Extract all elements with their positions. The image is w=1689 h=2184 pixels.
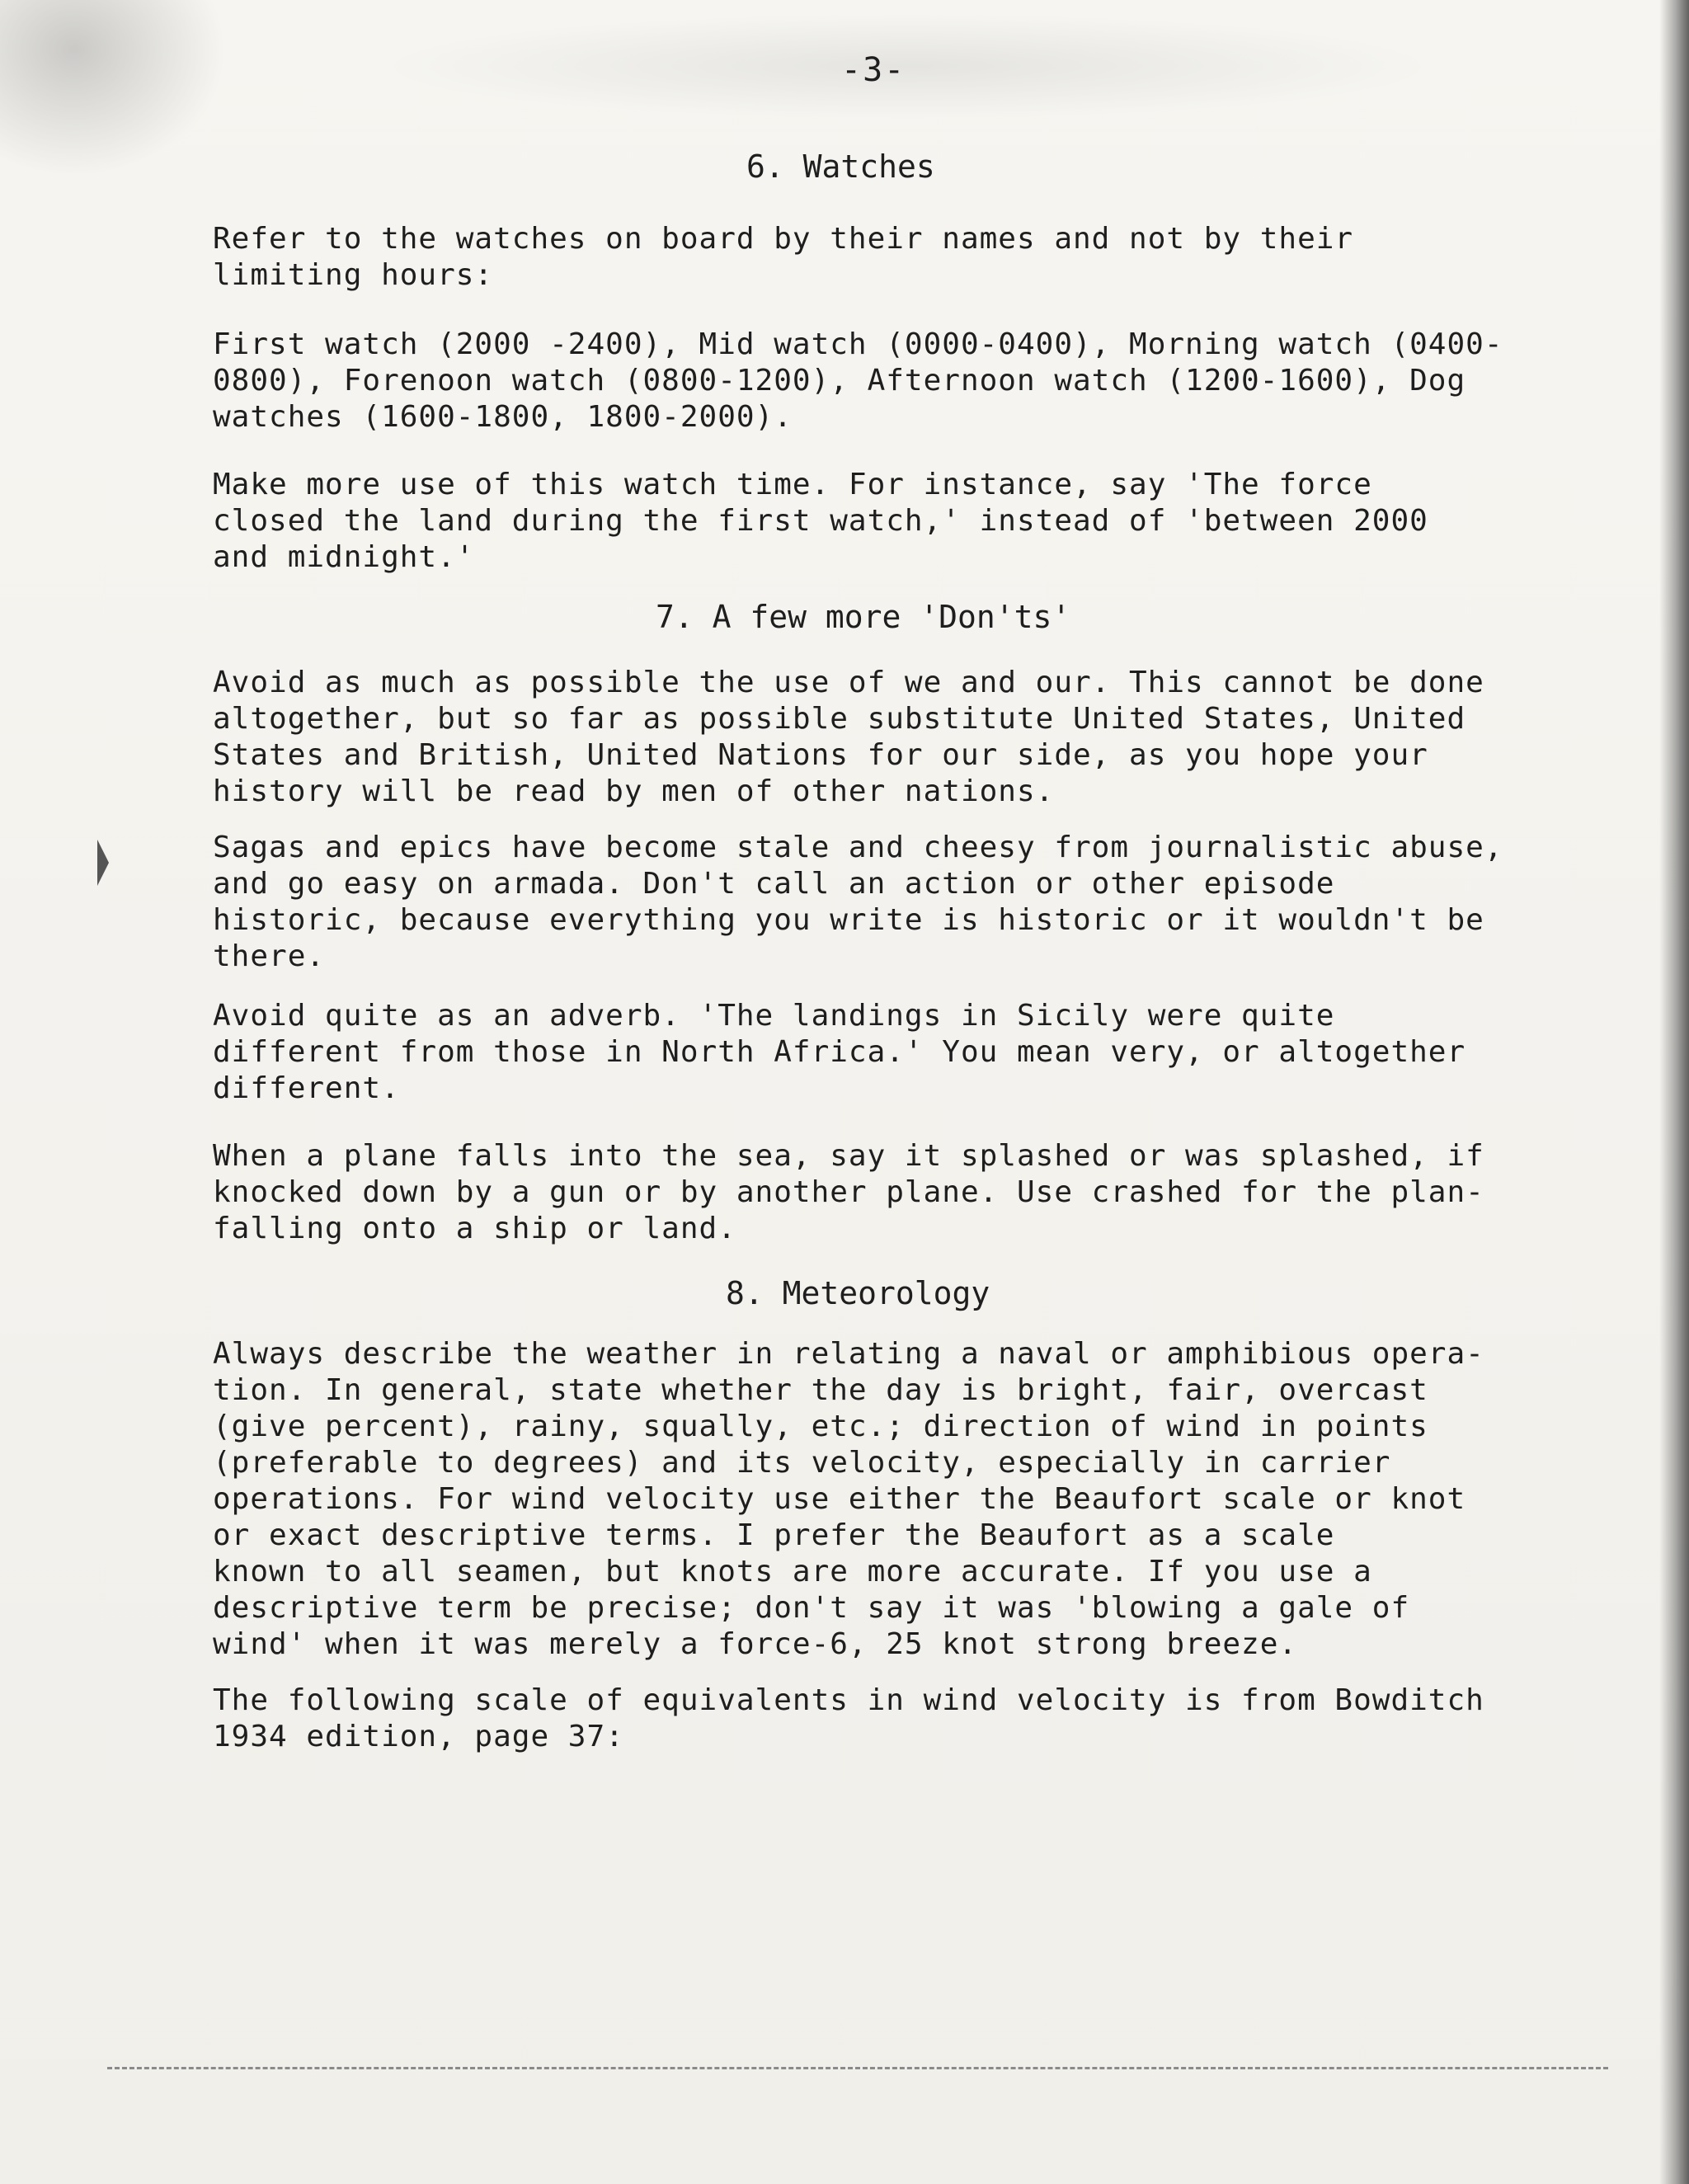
page-number: -3- bbox=[841, 51, 906, 89]
section-heading-watches: 6. Watches bbox=[746, 148, 935, 185]
section-heading-meteorology: 8. Meteorology bbox=[726, 1275, 990, 1311]
bottom-divider bbox=[107, 2067, 1608, 2069]
margin-arrow-mark bbox=[97, 840, 109, 886]
scan-edge-shadow bbox=[1659, 0, 1689, 2184]
paragraph: Avoid quite as an adverb. 'The landings in Sicily were quite different from those in North Africa.' You mean very, or altogether different. bbox=[213, 999, 1466, 1105]
section-heading-donts: 7. A few more 'Don'ts' bbox=[656, 599, 1071, 635]
paragraph: First watch (2000 -2400), Mid watch (0000-0400), Morning watch (0400- 0800), Forenoon watch (0800-1200), Afternoon watch (1200-1600), Dog watches (1600-1800, 1800-2000). bbox=[213, 327, 1503, 434]
paragraph: Make more use of this watch time. For instance, say 'The force closed the land during the first watch,' instead of 'between 2000 and midnight.' bbox=[213, 468, 1428, 574]
paragraph: Refer to the watches on board by their names and not by their limiting hours: bbox=[213, 222, 1354, 292]
paragraph: When a plane falls into the sea, say it splashed or was splashed, if knocked down by a gun or by another plane. Use crashed for the plan- falling onto a ship or land. bbox=[213, 1139, 1484, 1245]
paragraph: Sagas and epics have become stale and cheesy from journalistic abuse, and go easy on armada. Don't call an action or other episode historic, because everything you write is historic or it wouldn't be there. bbox=[213, 831, 1503, 973]
paragraph: Avoid as much as possible the use of we and our. This cannot be done altogether, but so far as possible substitute United States, United States and British, United Nations for our side, as you hope your history will be read by men of other nations. bbox=[213, 666, 1484, 808]
paragraph: Always describe the weather in relating a naval or amphibious opera- tion. In general, state whether the day is bright, fair, overcast (give percent), rainy, squally, etc.; direction of wind in points (preferable to degrees) and its velocity, especially in carrier operations. For wind velocity use either the Beaufort scale or knot or exact descriptive terms. I prefer the Beaufort as a scale known to all seamen, but knots are more accurate. If you use a descriptive term be precise; don't say it was 'blowing a gale of wind' when it was merely a force-6, 25 knot strong breeze. bbox=[213, 1337, 1484, 1661]
paragraph: The following scale of equivalents in wind velocity is from Bowditch 1934 edition, page 37: bbox=[213, 1683, 1484, 1753]
